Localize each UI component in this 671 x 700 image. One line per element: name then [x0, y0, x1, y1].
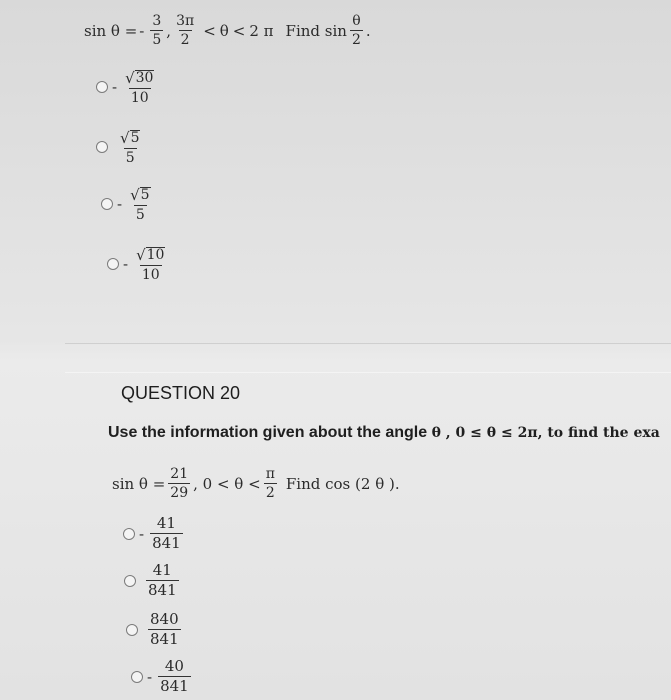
- answer-option-c[interactable]: [126, 612, 184, 647]
- prompt-comma: ,: [166, 21, 172, 40]
- upper-bound: 2 π: [249, 21, 274, 40]
- pi-fraction: $\frac{\pi}{2}$: [265, 466, 275, 501]
- option-fraction: $\frac{40}{841}$: [160, 657, 189, 695]
- sqrt-icon: √: [125, 68, 135, 87]
- radio-button[interactable]: [107, 258, 119, 270]
- lower-bound-fraction: $\frac{3\pi}{2}$: [176, 13, 195, 48]
- theta-symbol: θ: [219, 21, 229, 40]
- answer-option-d[interactable]: - √ 10 10: [107, 247, 170, 282]
- question-19-prompt: [84, 14, 371, 47]
- sqrt-icon: √: [130, 185, 140, 204]
- answer-option-a[interactable]: - √ 30 10: [96, 70, 159, 105]
- radio-button[interactable]: [96, 81, 108, 93]
- given-fraction: $\frac{21}{29}$: [170, 466, 189, 501]
- sqrt-icon: √: [136, 245, 146, 264]
- find-text: Find cos (2 θ ).: [285, 474, 400, 493]
- answer-option-b[interactable]: [124, 563, 182, 598]
- prompt-lhs: sin θ =: [112, 474, 166, 493]
- given-fraction: $\frac{3}{5}$: [152, 13, 162, 48]
- range-text: , 0 < θ <: [193, 474, 261, 493]
- question-20-instruction: Use the information given about the angle θ , 0 ≤ θ ≤ 2π, to find the exa: [108, 424, 660, 441]
- answer-option-c[interactable]: - √ 5 5: [101, 187, 156, 222]
- answer-option-a[interactable]: - $\frac{41}{841}$: [123, 516, 186, 551]
- sqrt-icon: √: [120, 128, 130, 147]
- section-divider: [65, 343, 671, 344]
- question-20-prompt: [112, 467, 400, 500]
- find-text: Find sin: [285, 21, 347, 40]
- find-fraction: $\frac{\theta}{2}$: [351, 13, 361, 48]
- option-fraction: $\frac{840}{841}$: [150, 610, 179, 648]
- prompt-period: .: [365, 21, 371, 40]
- prompt-neg-sign: -: [139, 21, 145, 40]
- less-than: <: [232, 21, 246, 40]
- radio-button[interactable]: [123, 528, 135, 540]
- option-fraction: √ 5 5: [130, 185, 150, 223]
- section-divider: [65, 372, 671, 373]
- answer-option-b[interactable]: [96, 130, 145, 165]
- radio-button[interactable]: [126, 624, 138, 636]
- prompt-lhs: sin θ =: [84, 21, 138, 40]
- option-fraction: √ 30 10: [125, 68, 154, 106]
- option-fraction: √ 5 5: [120, 128, 140, 166]
- option-fraction: √ 10 10: [136, 245, 165, 283]
- radio-button[interactable]: [124, 575, 136, 587]
- question-20-title: QUESTION 20: [121, 383, 241, 403]
- radio-button[interactable]: [96, 141, 108, 153]
- answer-option-d[interactable]: - $\frac{40}{841}$: [131, 659, 194, 694]
- option-fraction: $\frac{41}{841}$: [152, 514, 181, 552]
- question-19-section: [0, 0, 671, 345]
- option-fraction: $\frac{41}{841}$: [148, 561, 177, 599]
- radio-button[interactable]: [131, 671, 143, 683]
- radio-button[interactable]: [101, 198, 113, 210]
- less-than: <: [203, 21, 216, 40]
